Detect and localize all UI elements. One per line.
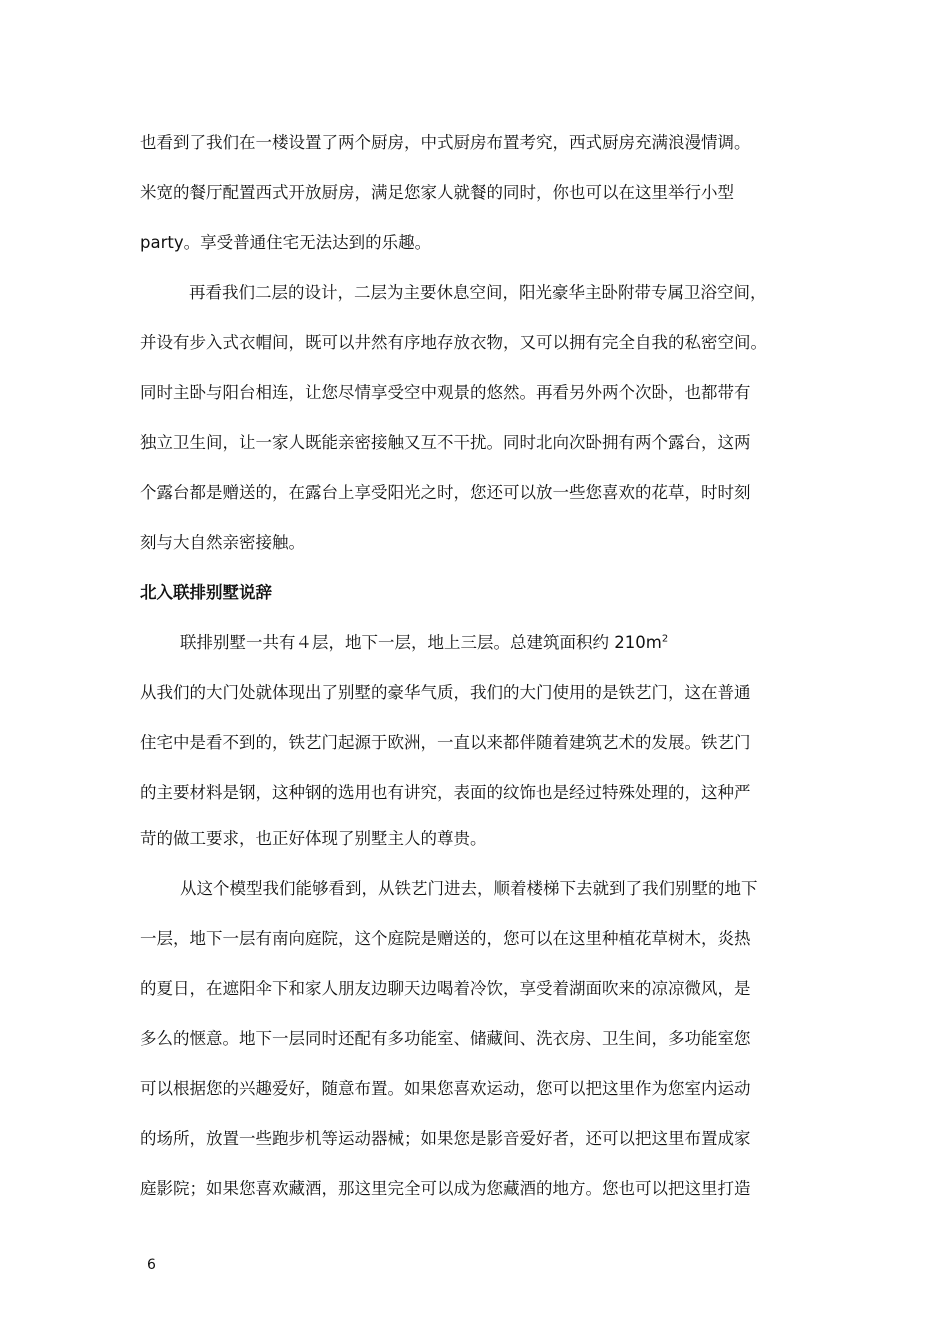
paragraph-line: 并设有步入式衣帽间，既可以井然有序地存放衣物，又可以拥有完全自我的私密空间。	[140, 333, 767, 352]
paragraph-line: 的场所，放置一些跑步机等运动器械；如果您是影音爱好者，还可以把这里布置成家	[140, 1129, 751, 1148]
paragraph-line: 再看我们二层的设计，二层为主要休息空间，阳光豪华主卧附带专属卫浴空间，	[189, 283, 767, 302]
paragraph-line: 个露台都是赠送的，在露台上享受阳光之时，您还可以放一些您喜欢的花草，时时刻	[140, 483, 751, 502]
paragraph-line: 同时主卧与阳台相连，让您尽情享受空中观景的悠然。再看另外两个次卧，也都带有	[140, 383, 751, 402]
paragraph-line: 也看到了我们在一楼设置了两个厨房，中式厨房布置考究，西式厨房充满浪漫情调。	[140, 133, 751, 152]
paragraph-line: 的主要材料是钢，这种钢的选用也有讲究，表面的纹饰也是经过特殊处理的，这种严	[140, 783, 751, 802]
page-number: 6	[147, 1257, 156, 1273]
paragraph-line: 可以根据您的兴趣爱好，随意布置。如果您喜欢运动，您可以把这里作为您室内运动	[140, 1079, 751, 1098]
section-heading: 北入联排别墅说辞	[140, 583, 272, 602]
paragraph-line: 从我们的大门处就体现出了别墅的豪华气质，我们的大门使用的是铁艺门，这在普通	[140, 683, 751, 702]
paragraph-line	[180, 633, 668, 653]
paragraph-line: 刻与大自然亲密接触。	[140, 533, 305, 552]
paragraph-line: 庭影院；如果您喜欢藏酒，那这里完全可以成为您藏酒的地方。您也可以把这里打造	[140, 1179, 751, 1198]
area-text: 联排别墅一共有４层，地下一层，地上三层。总建筑面积约 210m	[180, 633, 662, 652]
paragraph-line: 从这个模型我们能够看到，从铁艺门进去，顺着楼梯下去就到了我们别墅的地下	[180, 879, 758, 898]
paragraph-line: 住宅中是看不到的，铁艺门起源于欧洲，一直以来都伴随着建筑艺术的发展。铁艺门	[140, 733, 751, 752]
paragraph-line: 独立卫生间，让一家人既能亲密接触又互不干扰。同时北向次卧拥有两个露台，这两	[140, 433, 751, 452]
area-superscript: 2	[661, 633, 669, 645]
paragraph-line: 的夏日，在遮阳伞下和家人朋友边聊天边喝着冷饮，享受着湖面吹来的凉凉微风，是	[140, 979, 751, 998]
paragraph-line: party。享受普通住宅无法达到的乐趣。	[140, 233, 432, 252]
paragraph-line: 苛的做工要求，也正好体现了别墅主人的尊贵。	[140, 829, 487, 848]
paragraph-line: 多么的惬意。地下一层同时还配有多功能室、储藏间、洗衣房、卫生间，多功能室您	[140, 1029, 751, 1048]
paragraph-line: 一层，地下一层有南向庭院，这个庭院是赠送的，您可以在这里种植花草树木，炎热	[140, 929, 751, 948]
paragraph-line: 米宽的餐厅配置西式开放厨房，满足您家人就餐的同时，你也可以在这里举行小型	[140, 183, 734, 202]
